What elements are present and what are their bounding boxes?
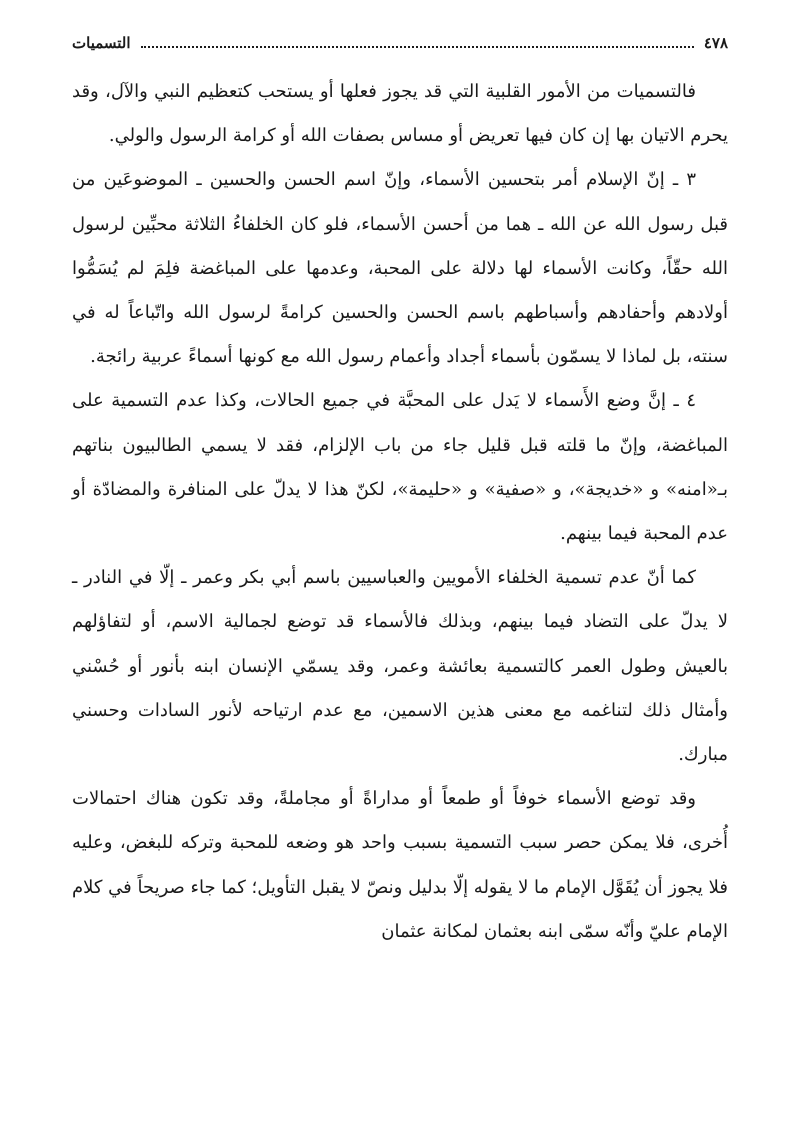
page-header [72,34,728,56]
paragraph-5: وقد توضع الأسماء خوفاً أو طمعاً أو مداراةً أو مجاملةً، وقد تكون هناك احتمالات أُخرى، فلا يمكن حصر سبب التسمية بسبب واحد هو وضعه للمحبة وتركه للبغض، وعليه فلا يجوز أن يُقَوَّل الإمام ما لا يقوله إلّا بدليل ونصّ لا يقبل التأويل؛ كما جاء صريحاً في كلام الإمام عليّ وأنّه سمّى ابنه بعثمان لمكانة عثمان [72,788,728,942]
body-text [72,70,728,954]
paragraph-4: كما أنّ عدم تسمية الخلفاء الأمويين والعباسيين باسم أبي بكر وعمر ـ إلّا في النادر ـ لا يدلّ على التضاد فيما بينهم، وبذلك فالأسماء قد توضع لجمالية الاسم، أو لتفاؤلهم بالعيش وطول العمر كالتسمية بعائشة وعمر، وقد يسمّي الإنسان ابنه بأنور أو حُسْني وأمثال ذلك لتناغمه مع معنى هذين الاسمين، مع عدم ارتياحه لأنور السادات وحسني مبارك. [72,567,728,766]
paragraph-3: ٤ ـ إنَّ وضع الأَسماء لا يَدل على المحبَّة في جميع الحالات، وكذا عدم التسمية على المباغضة، وإنّ ما قلته قبل قليل جاء من باب الإلزام، فقد لا يسمي الطالبيون بناتهم بـ«امنه» و «خديجة»، و «صفية» و «حليمة»، لكنّ هذا لا يدلّ على المنافرة والمضادّة أو عدم المحبة فيما بينهم. [72,390,728,545]
paragraph-2: ٣ ـ إنّ الإسلام أمر بتحسين الأسماء، وإنّ اسم الحسن والحسين ـ الموضوعَين من قبل رسول الله عن الله ـ هما من أحسن الأسماء، فلو كان الخلفاءُ الثلاثة محبِّين لرسول الله حقّاً، وكانت الأسماء لها دلالة على المحبة، وعدمها على المباغضة فلِمَ لم يُسَمُّوا أولادهم وأحفادهم وأسباطهم باسم الحسن والحسين كرامةً لرسول الله واتّباعاً له في سنته، بل لماذا لا يسمّون بأسماء أجداد وأعمام رسول الله مع كونها أسماءً عربية رائجة. [72,169,728,368]
dotted-leader [141,46,694,48]
paragraph-1: فالتسميات من الأمور القلبية التي قد يجوز فعلها أو يستحب كتعظيم النبي والآل، وقد يحرم الاتيان بها إن كان فيها تعريض أو مساس بصفات الله أو كرامة الرسول والولي. [72,81,728,147]
page-number: ٤٧٨ [703,34,728,52]
running-title: التسميات [72,34,131,52]
